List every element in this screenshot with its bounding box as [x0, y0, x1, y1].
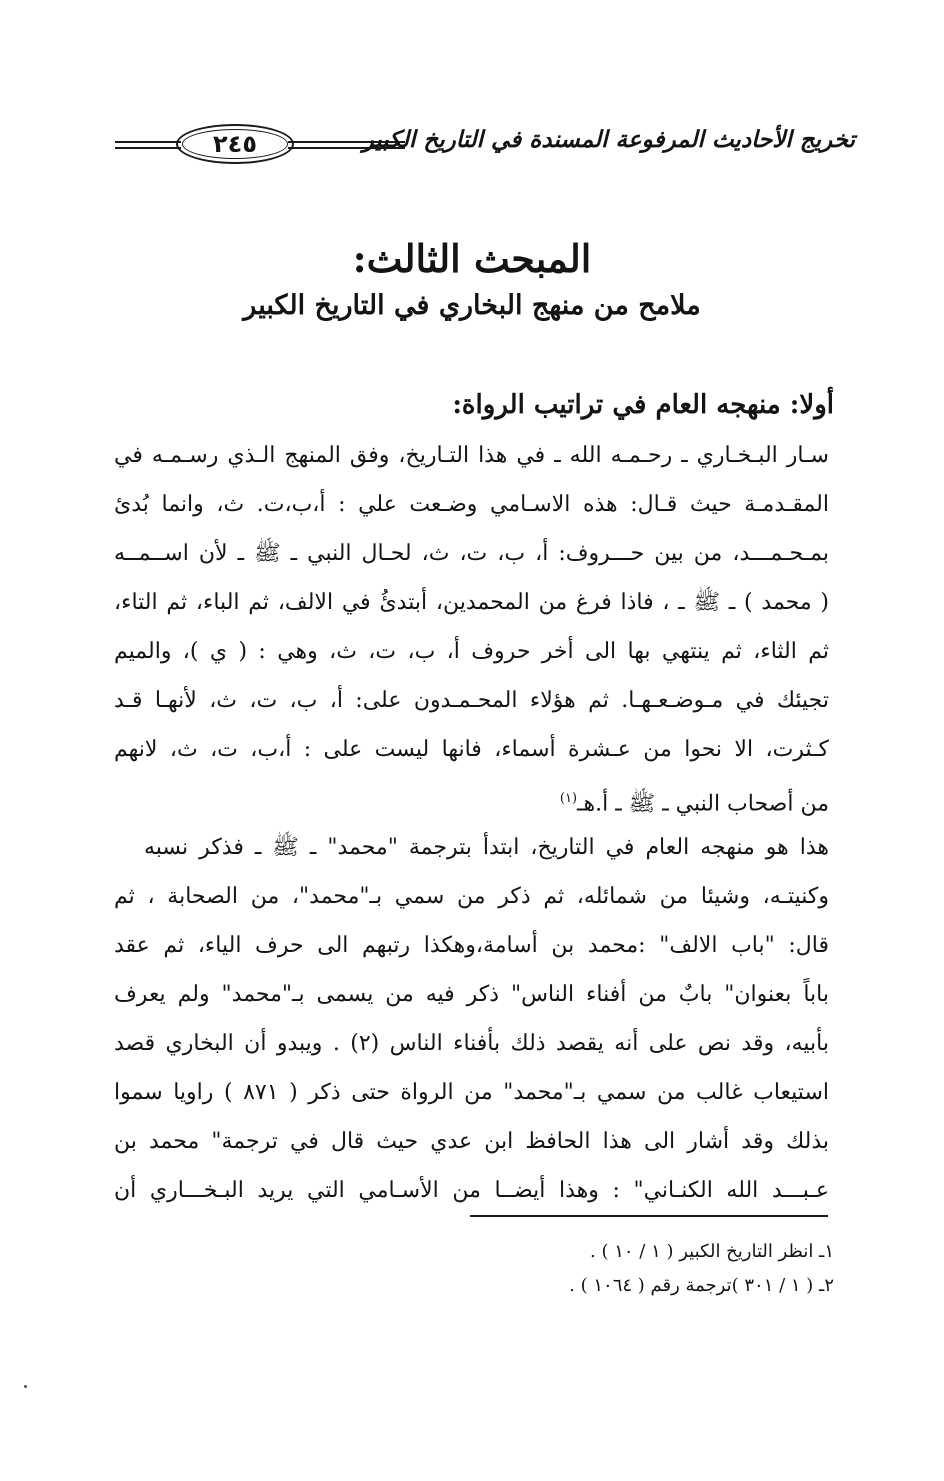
footnote-ref-1: (١): [559, 791, 578, 806]
paragraph-2-line: باباً بعنوان" بابٌ من أفناء الناس" ذكر فيه من يسمى بـ"محمد" ولم يعرف: [114, 982, 829, 1007]
running-title: تخريج الأحاديث المرفوعة المسندة في التاريخ الكبير: [362, 126, 855, 153]
paragraph-1-line: المقـدمـة حيث قـال: هذه الاسـامي وضـعت علي : أ،ب،ت. ث، وانما بُدئ: [114, 492, 829, 517]
scan-speck: [24, 1385, 27, 1388]
paragraph-1-line: سـار البـخـاري ـ رحـمـه الله ـ في هذا التـاريخ، وفق المنهج الـذي رسـمـه في: [114, 443, 829, 468]
paragraph-1-line: ثم الثاء، ثم ينتهي بها الى أخر حروف أ، ب، ت، ث، وهي : ( ي )، والميم: [114, 639, 829, 664]
paragraph-2-line: بذلك وقد أشار الى هذا الحافظ ابن عدي حيث قال في ترجمة" محمد بن: [114, 1129, 829, 1154]
paragraph-2-line: وكنيتـه، وشيئا من شمائله، ثم ذكر من سمي بـ"محمد"، من الصحابة ، ثم: [114, 884, 829, 909]
paragraph-2-line: هذا هو منهجه العام في التاريخ، ابتدأ بترجمة "محمد" ـ ﷺ ـ فذكر نسبه: [144, 835, 829, 860]
section-heading: أولا: منهجه العام في تراتيب الرواة:: [452, 390, 834, 420]
paragraph-1-last-line: [114, 779, 829, 819]
chapter-subtitle: ملامح من منهج البخاري في التاريخ الكبير: [243, 290, 701, 321]
paragraph-2-line: بأبيه، وقد نص على أنه يقصد ذلك بأفناء الناس (٢) . ويبدو أن البخاري قصد: [114, 1031, 829, 1056]
header-rule-left: [115, 141, 181, 149]
footnote-1: ١ـ انظر التاريخ الكبير ( ١ / ١٠ ) .: [590, 1241, 834, 1262]
paragraph-1-line: كـثرت، الا نحوا من عـشرة أسماء، فانها ليست على : أ،ب، ت، ث، لانهم: [114, 737, 829, 762]
page-number-oval: [176, 124, 294, 164]
footnote-2: ٢ـ ( ١ / ٣٠١ )ترجمة رقم ( ١٠٦٤ ) .: [569, 1275, 834, 1296]
paragraph-1-line: بمـحـمـــد، من بين حـــروف: أ، ب، ت، ث، لحـال النبي ـ ﷺ ـ لأن اســمــه: [114, 541, 829, 566]
paragraph-1-line: تجيئك في مـوضـعـهـا. ثم هؤلاء المحـمـدون على: أ، ب، ت، ث، لأنهـا قـد: [114, 688, 829, 713]
paragraph-2-line: عـبـــد الله الكنـاني" : وهذا أيضــا من الأسـامي التي يريد البـخـــاري أن: [114, 1178, 829, 1203]
paragraph-2-line: استيعاب غالب من سمي بـ"محمد" من الرواة حتى ذكر ( ٨٧١ ) راويا سموا: [114, 1080, 829, 1105]
footnote-separator: [470, 1215, 828, 1217]
running-header: [110, 120, 855, 170]
paragraph-1-line: ( محمد ) ـ ﷺ ـ ، فاذا فرغ من المحمدين، أبتدئُ في الالف، ثم الباء، ثم التاء،: [114, 590, 829, 615]
paragraph-2-line: قال: "باب الالف" :محمد بن أسامة،وهكذا رتبهم الى حرف الياء، ثم عقد: [114, 933, 829, 958]
paragraph-1-line-text: من أصحاب النبي ـ ﷺ ـ أ.هـ: [577, 791, 829, 817]
page-number: ٢٤٥: [213, 130, 257, 158]
chapter-title: المبحث الثالث:: [352, 236, 592, 281]
